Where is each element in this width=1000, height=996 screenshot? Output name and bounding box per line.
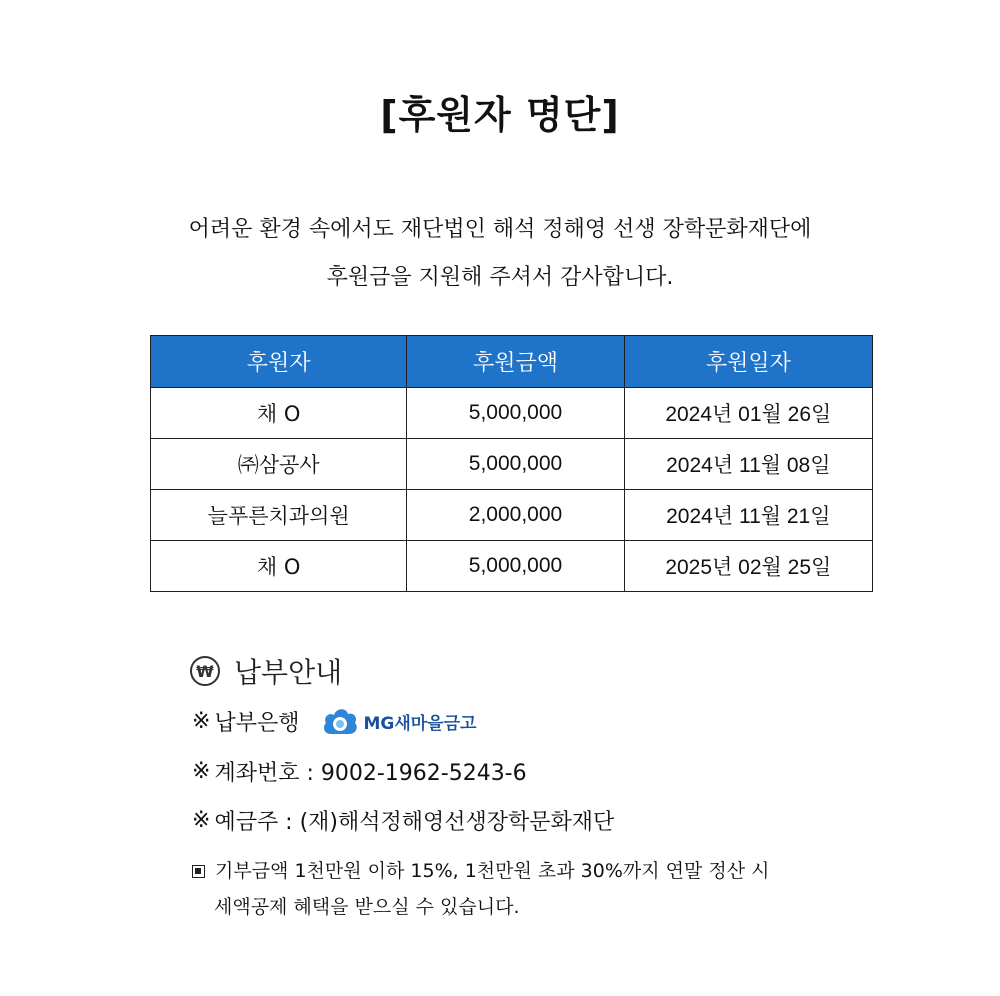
table-header-row xyxy=(151,336,873,388)
account-holder: 예금주 : (재)해석정해영선생장학문화재단 xyxy=(214,810,615,835)
reference-mark: ※ xyxy=(192,759,211,784)
header-donor: 후원자 xyxy=(151,336,407,388)
donation-date: 2024년 01월 26일 xyxy=(624,388,872,439)
header-date: 후원일자 xyxy=(624,336,872,388)
donation-amount: 5,000,000 xyxy=(407,388,624,439)
donation-date: 2025년 02월 25일 xyxy=(624,541,872,592)
account-info xyxy=(192,756,527,787)
payment-heading xyxy=(190,652,342,690)
donor-name: 채 O xyxy=(151,541,407,592)
donor-name: 늘푸른치과의원 xyxy=(151,490,407,541)
donation-date: 2024년 11월 21일 xyxy=(624,490,872,541)
won-icon: ₩ xyxy=(190,656,220,686)
table-row xyxy=(151,388,873,439)
table-row xyxy=(151,541,873,592)
bank-label: 납부은행 xyxy=(214,710,300,736)
square-bullet-icon xyxy=(192,865,205,878)
mg-logo xyxy=(321,704,476,738)
payment-title: 납부안내 xyxy=(234,656,343,689)
table-row xyxy=(151,490,873,541)
donation-date: 2024년 11월 08일 xyxy=(624,439,872,490)
donation-amount: 2,000,000 xyxy=(407,490,624,541)
bank-info xyxy=(192,704,476,738)
donor-name: ㈜삼공사 xyxy=(151,439,407,490)
donor-name: 채 O xyxy=(151,388,407,439)
header-amount: 후원금액 xyxy=(407,336,624,388)
donor-table xyxy=(150,335,873,592)
page-title: [후원자 명단] xyxy=(380,93,620,137)
reference-mark: ※ xyxy=(192,808,211,833)
mg-logo-icon xyxy=(321,704,359,738)
tax-note-line-1: 기부금액 1천만원 이하 15%, 1천만원 초과 30%까지 연말 정산 시 xyxy=(215,860,770,882)
holder-info xyxy=(192,805,614,836)
mg-logo-text: MG새마을금고 xyxy=(363,713,477,734)
donation-amount: 5,000,000 xyxy=(407,439,624,490)
donation-amount: 5,000,000 xyxy=(407,541,624,592)
tax-note-line-2: 세액공제 혜택을 받으실 수 있습니다. xyxy=(214,896,520,918)
table-row xyxy=(151,439,873,490)
account-number: 계좌번호 : 9002-1962-5243-6 xyxy=(214,761,527,786)
intro-line-1: 어려운 환경 속에서도 재단법인 해석 정해영 선생 장학문화재단에 xyxy=(188,217,812,242)
intro-line-2: 후원금을 지원해 주셔서 감사합니다. xyxy=(326,265,674,290)
tax-note xyxy=(192,853,769,925)
reference-mark: ※ xyxy=(192,708,211,734)
